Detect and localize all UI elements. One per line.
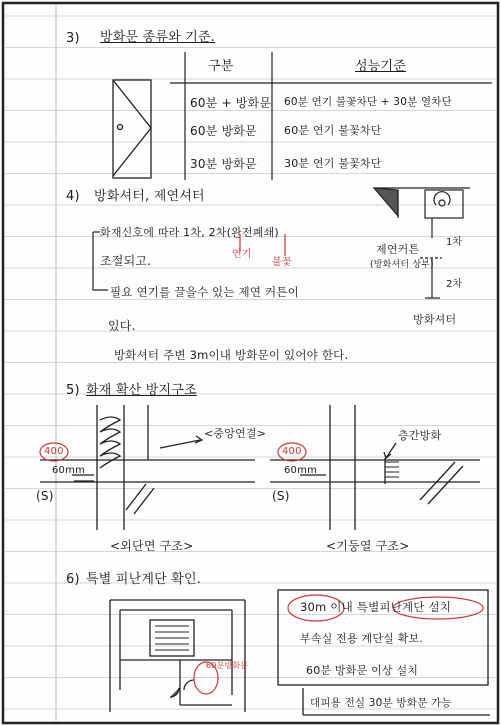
table-cell-type: 60분 방화문 <box>190 124 257 138</box>
section-4-line-4: 있다. <box>108 319 136 333</box>
section-4-line-1: 화재신호에 따라 1차, 2차(완전폐쇄) <box>100 226 279 239</box>
mark-left: (S) <box>36 489 54 503</box>
section-6-number: 6) <box>66 572 80 587</box>
diagram-label-position: (방화셔터 상부) <box>370 260 434 270</box>
diagram-caption: 방화셔터 <box>413 313 457 326</box>
diagram-label-curtain: 제연커튼 <box>376 243 420 256</box>
section-4-line-3: 필요 연기를 끌을수 있는 제연 커튼이 <box>110 285 299 299</box>
section-3-number: 3) <box>66 31 80 46</box>
red-dim-left: 400 <box>44 446 64 457</box>
table-cell-type: 60분 + 방화문 <box>190 96 272 110</box>
annotation-smoke: 연기 <box>232 249 252 260</box>
table-cell-type: 30분 방화문 <box>190 157 257 171</box>
table-header-performance: 성능기준 <box>355 59 407 74</box>
mark-right: (S) <box>272 489 290 503</box>
section-4-title: 방화셔터, 제연셔터 <box>94 189 205 204</box>
note-line-1: 30m 이내 특별피난계단 설치 <box>300 600 452 614</box>
section-3-title: 방화문 종류와 기준. <box>100 30 216 45</box>
table-cell-spec: 30분 연기 불꽃차단 <box>284 157 382 170</box>
diagram-stage-2: 2차 <box>446 279 463 290</box>
section-5-number: 5) <box>66 383 80 398</box>
table-header-category: 구분 <box>208 59 234 74</box>
caption-right: <기둥열 구조> <box>326 539 410 553</box>
section-5-title: 화재 확산 방지구조 <box>86 383 197 398</box>
plan-door-label: 60분방화문 <box>206 661 249 670</box>
dim-right: 60mm <box>284 465 318 476</box>
annotation-flame: 불꽃 <box>272 257 292 268</box>
note-line-2: 부속실 전용 계단실 확보. <box>300 632 424 645</box>
section-4-line-5: 방화셔터 주변 3m이내 방화문이 있어야 한다. <box>114 348 349 362</box>
red-dim-right: 400 <box>282 446 302 457</box>
callout-right: 층간방화 <box>398 429 442 442</box>
stair-plan <box>110 600 245 712</box>
caption-left: <외단면 구조> <box>110 539 194 553</box>
table-cell-spec: 60분 연기 불꽃차단 + 30분 열차단 <box>284 96 452 108</box>
section-6-title: 특별 피난계단 확인. <box>86 572 202 587</box>
section-4-line-2: 조절되고. <box>100 254 152 268</box>
callout-left: <중앙연결> <box>204 427 267 440</box>
table-cell-spec: 60분 연기 불꽃차단 <box>284 124 382 137</box>
diagram-stage-1: 1차 <box>446 237 463 248</box>
dim-left: 60mm <box>52 465 86 476</box>
note-line-4: 대피용 전실 30분 방화문 가능 <box>310 697 452 709</box>
section-4-number: 4) <box>66 189 80 204</box>
note-line-3: 60분 방화문 이상 설치 <box>306 664 419 677</box>
